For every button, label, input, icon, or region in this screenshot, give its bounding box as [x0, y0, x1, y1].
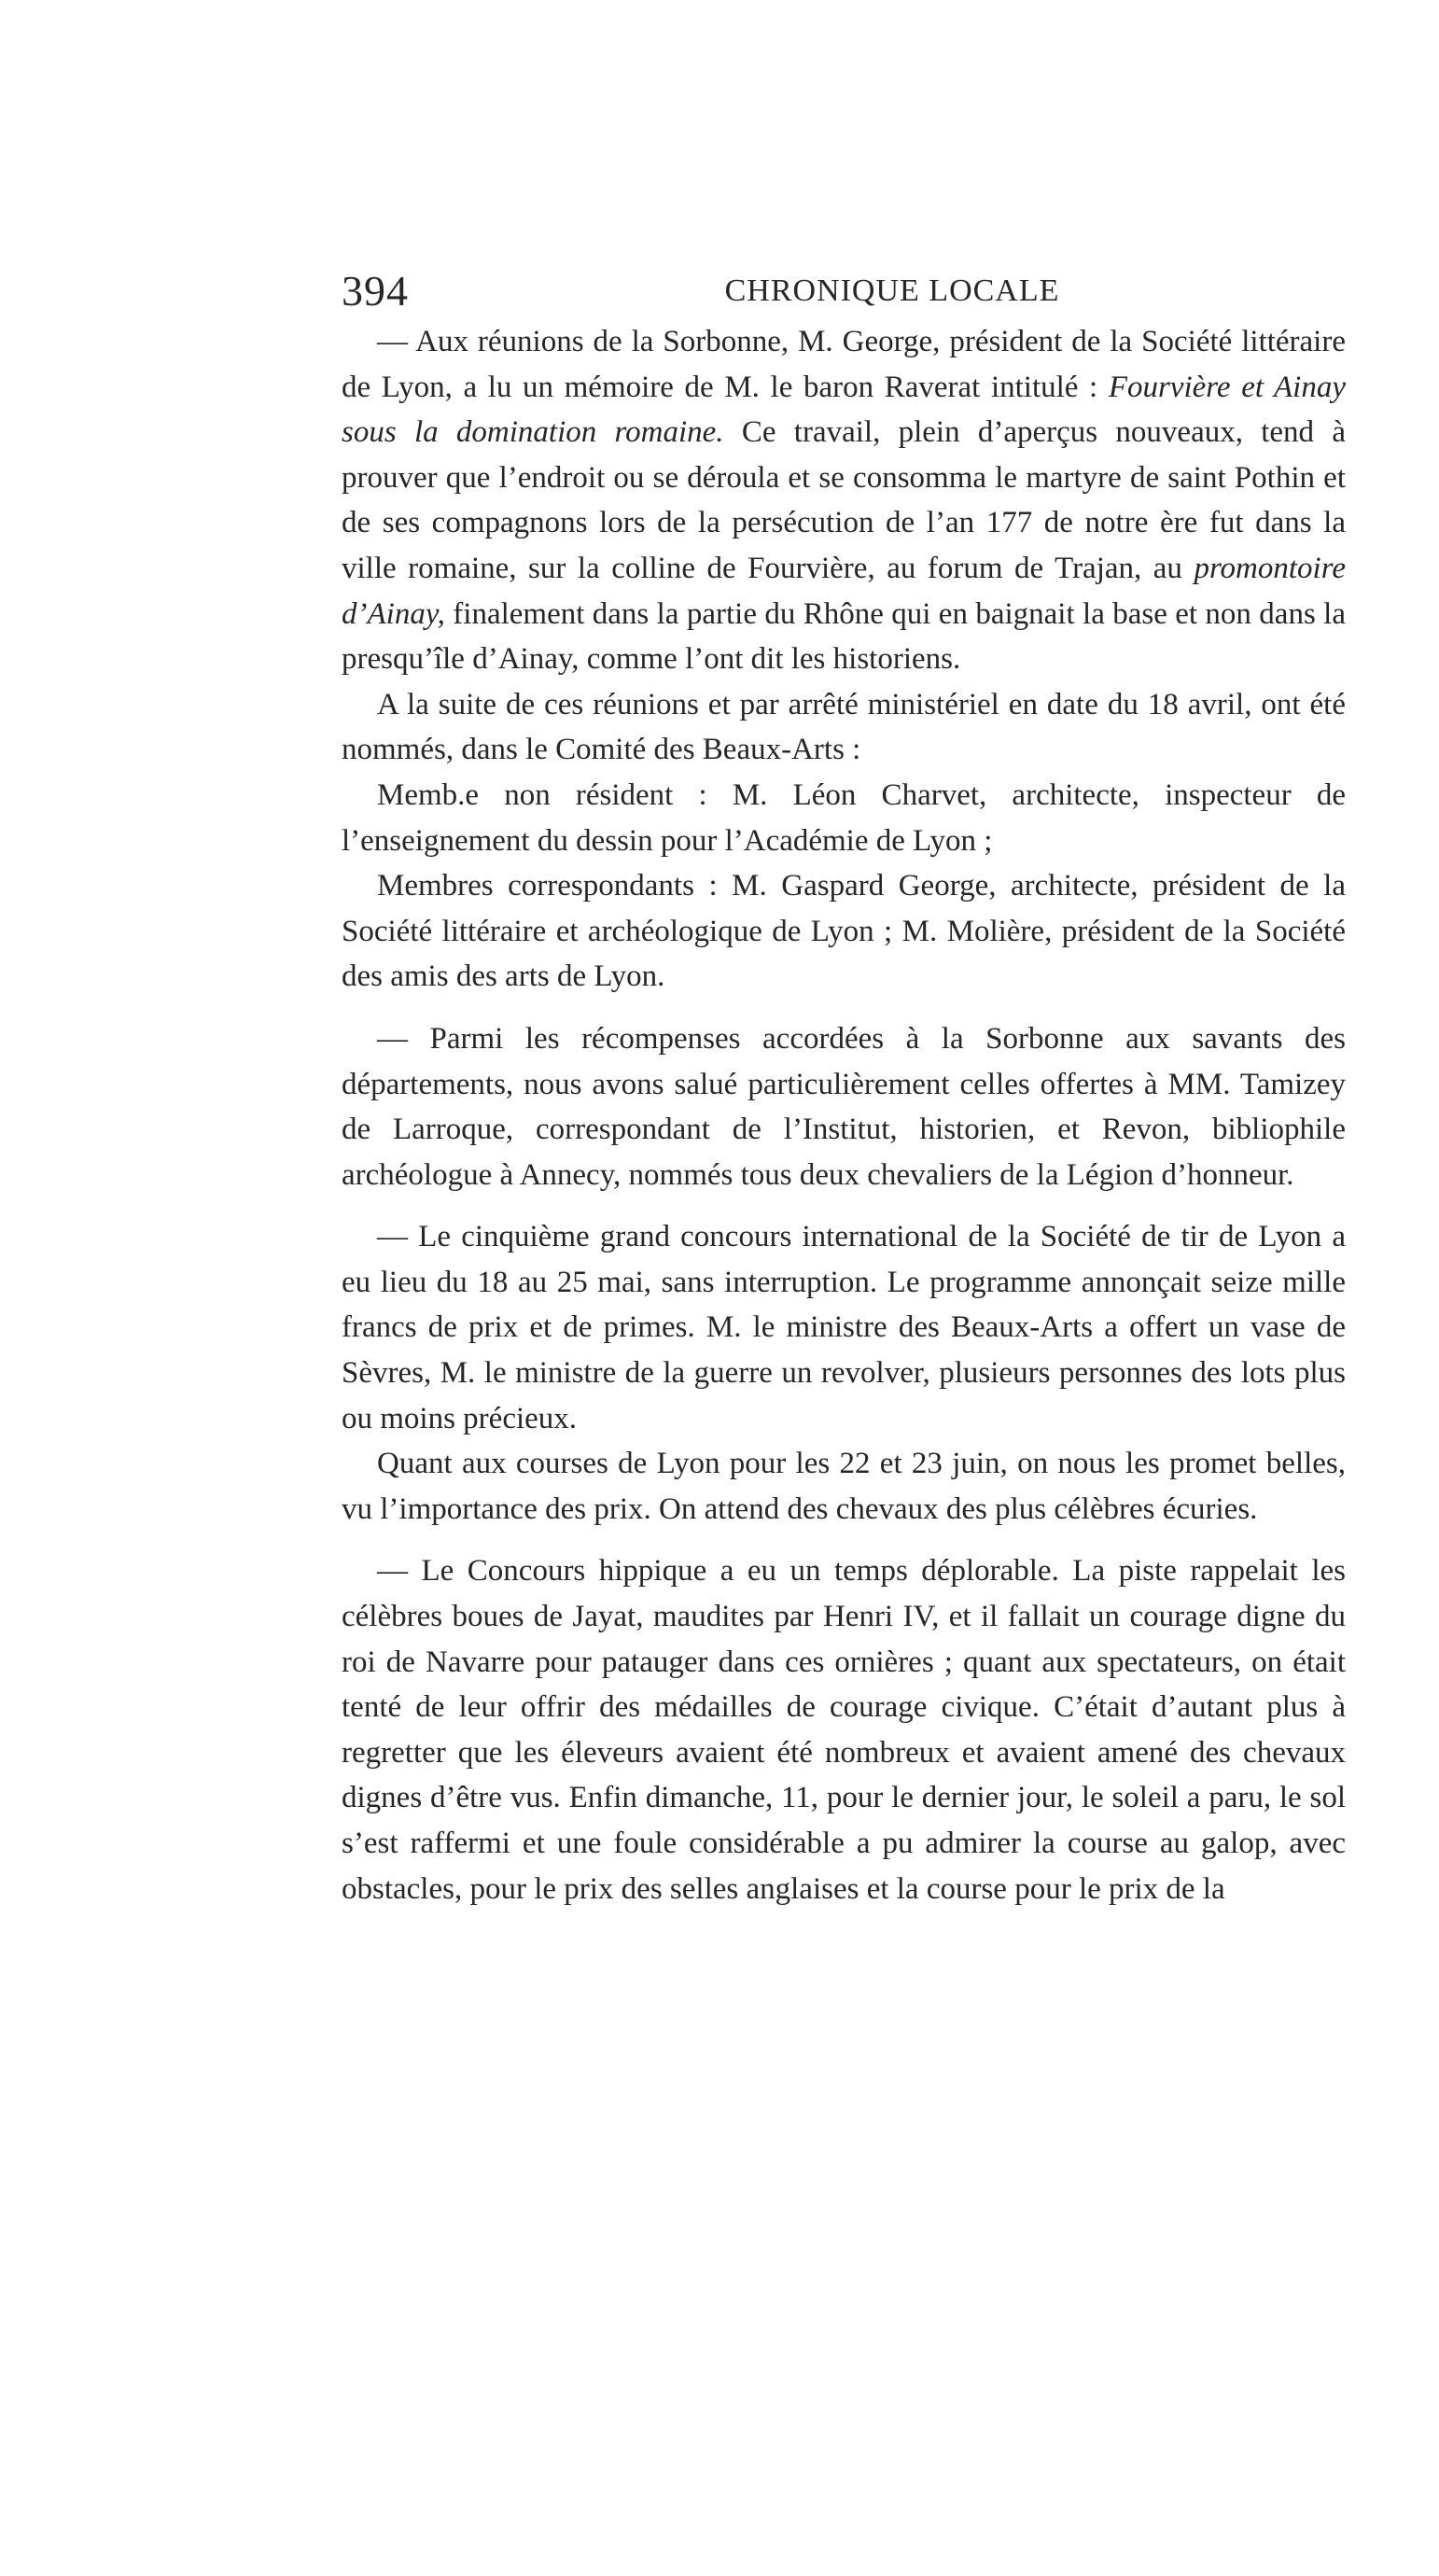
paragraph-sorbonne-memoire	[342, 319, 1346, 682]
body-text	[342, 319, 1346, 1911]
italic-title: Fourvière et Ainay sous la domination romaine.	[342, 370, 1347, 450]
running-head	[342, 259, 1346, 325]
paragraph-recompenses: — Parmi les récompenses accordées à la Sorbonne aux savants des départements, nous avons salué particulièrement celles offertes à MM. Tamizey de Larroque, correspondant de l’Institut, historien, et Revon, bibliophile archéologue à Annecy, nommés tous deux chevaliers de la Légion d’honneur.	[342, 1021, 1346, 1192]
italic-phrase: promontoire d’Ainay,	[342, 551, 1346, 631]
running-title: CHRONIQUE LOCALE	[724, 273, 1060, 308]
paragraph-courses-lyon: Quant aux courses de Lyon pour les 22 et 23 juin, on nous les promet belles, vu l’importance des prix. On attend des chevaux des plus célèbres écuries.	[342, 1447, 1346, 1526]
page-number: 394	[342, 267, 409, 315]
paragraph-text: — Aux réunions de la Sorbonne, M. George, président de la Société littéraire de Lyon, a lu un mémoire de M. le baron Raverat intitulé :	[342, 325, 1346, 404]
paragraph-membre-non-resident: Memb.e non résident : M. Léon Charvet, architecte, inspecteur de l’enseignement du dessin pour l’Académie de Lyon ;	[342, 777, 1346, 858]
paragraph-concours-tir: — Le cinquième grand concours international de la Société de tir de Lyon a eu lieu du 18 au 25 mai, sans interruption. Le programme annonçait seize mille francs de prix et de primes. M. le ministre des Beaux-Arts a offert un vase de Sèvres, M. le ministre de la guerre un revolver, plusieurs personnes des lots plus ou moins précieux.	[342, 1220, 1346, 1435]
paragraph-concours-hippique: — Le Concours hippique a eu un temps déplorable. La piste rappelait les célèbres boues de Jayat, maudites par Henri IV, et il fallait un courage digne du roi de Navarre pour patauger dans ces ornières ; quant aux spectateurs, on était tenté de leur offrir des médailles de courage civique. C’était d’autant plus à regretter que les éleveurs avaient été nombreux et avaient amené des chevaux dignes d’être vus. Enfin dimanche, 11, pour le dernier jour, le soleil a paru, le sol s’est raffermi et une foule considérable a pu admirer la course au galop, avec obstacles, pour le prix des selles anglaises et la course pour le prix de la	[342, 1554, 1346, 1906]
paragraph-membres-correspondants: Membres correspondants : M. Gaspard George, architecte, président de la Société littéraire et archéologique de Lyon ; M. Molière, président de la Société des amis des arts de Lyon.	[342, 869, 1346, 994]
paragraph-comite-nominations: A la suite de ces réunions et par arrêté ministériel en date du 18 avril, ont été nommés, dans le Comité des Beaux-Arts :	[342, 687, 1346, 767]
paragraph-text: finalement dans la partie du Rhône qui en baignait la base et non dans la presqu’île d’Ainay, comme l’ont dit les historiens.	[342, 596, 1346, 677]
paragraph-text: Ce travail, plein d’aperçus nouveaux, tend à prouver que l’endroit ou se déroula et se consomma le martyre de saint Pothin et de ses compagnons lors de la persécution de l’an 177 de notre ère fut dans la ville romaine, sur la colline de Fourvière, au forum de Trajan, au	[342, 415, 1346, 585]
